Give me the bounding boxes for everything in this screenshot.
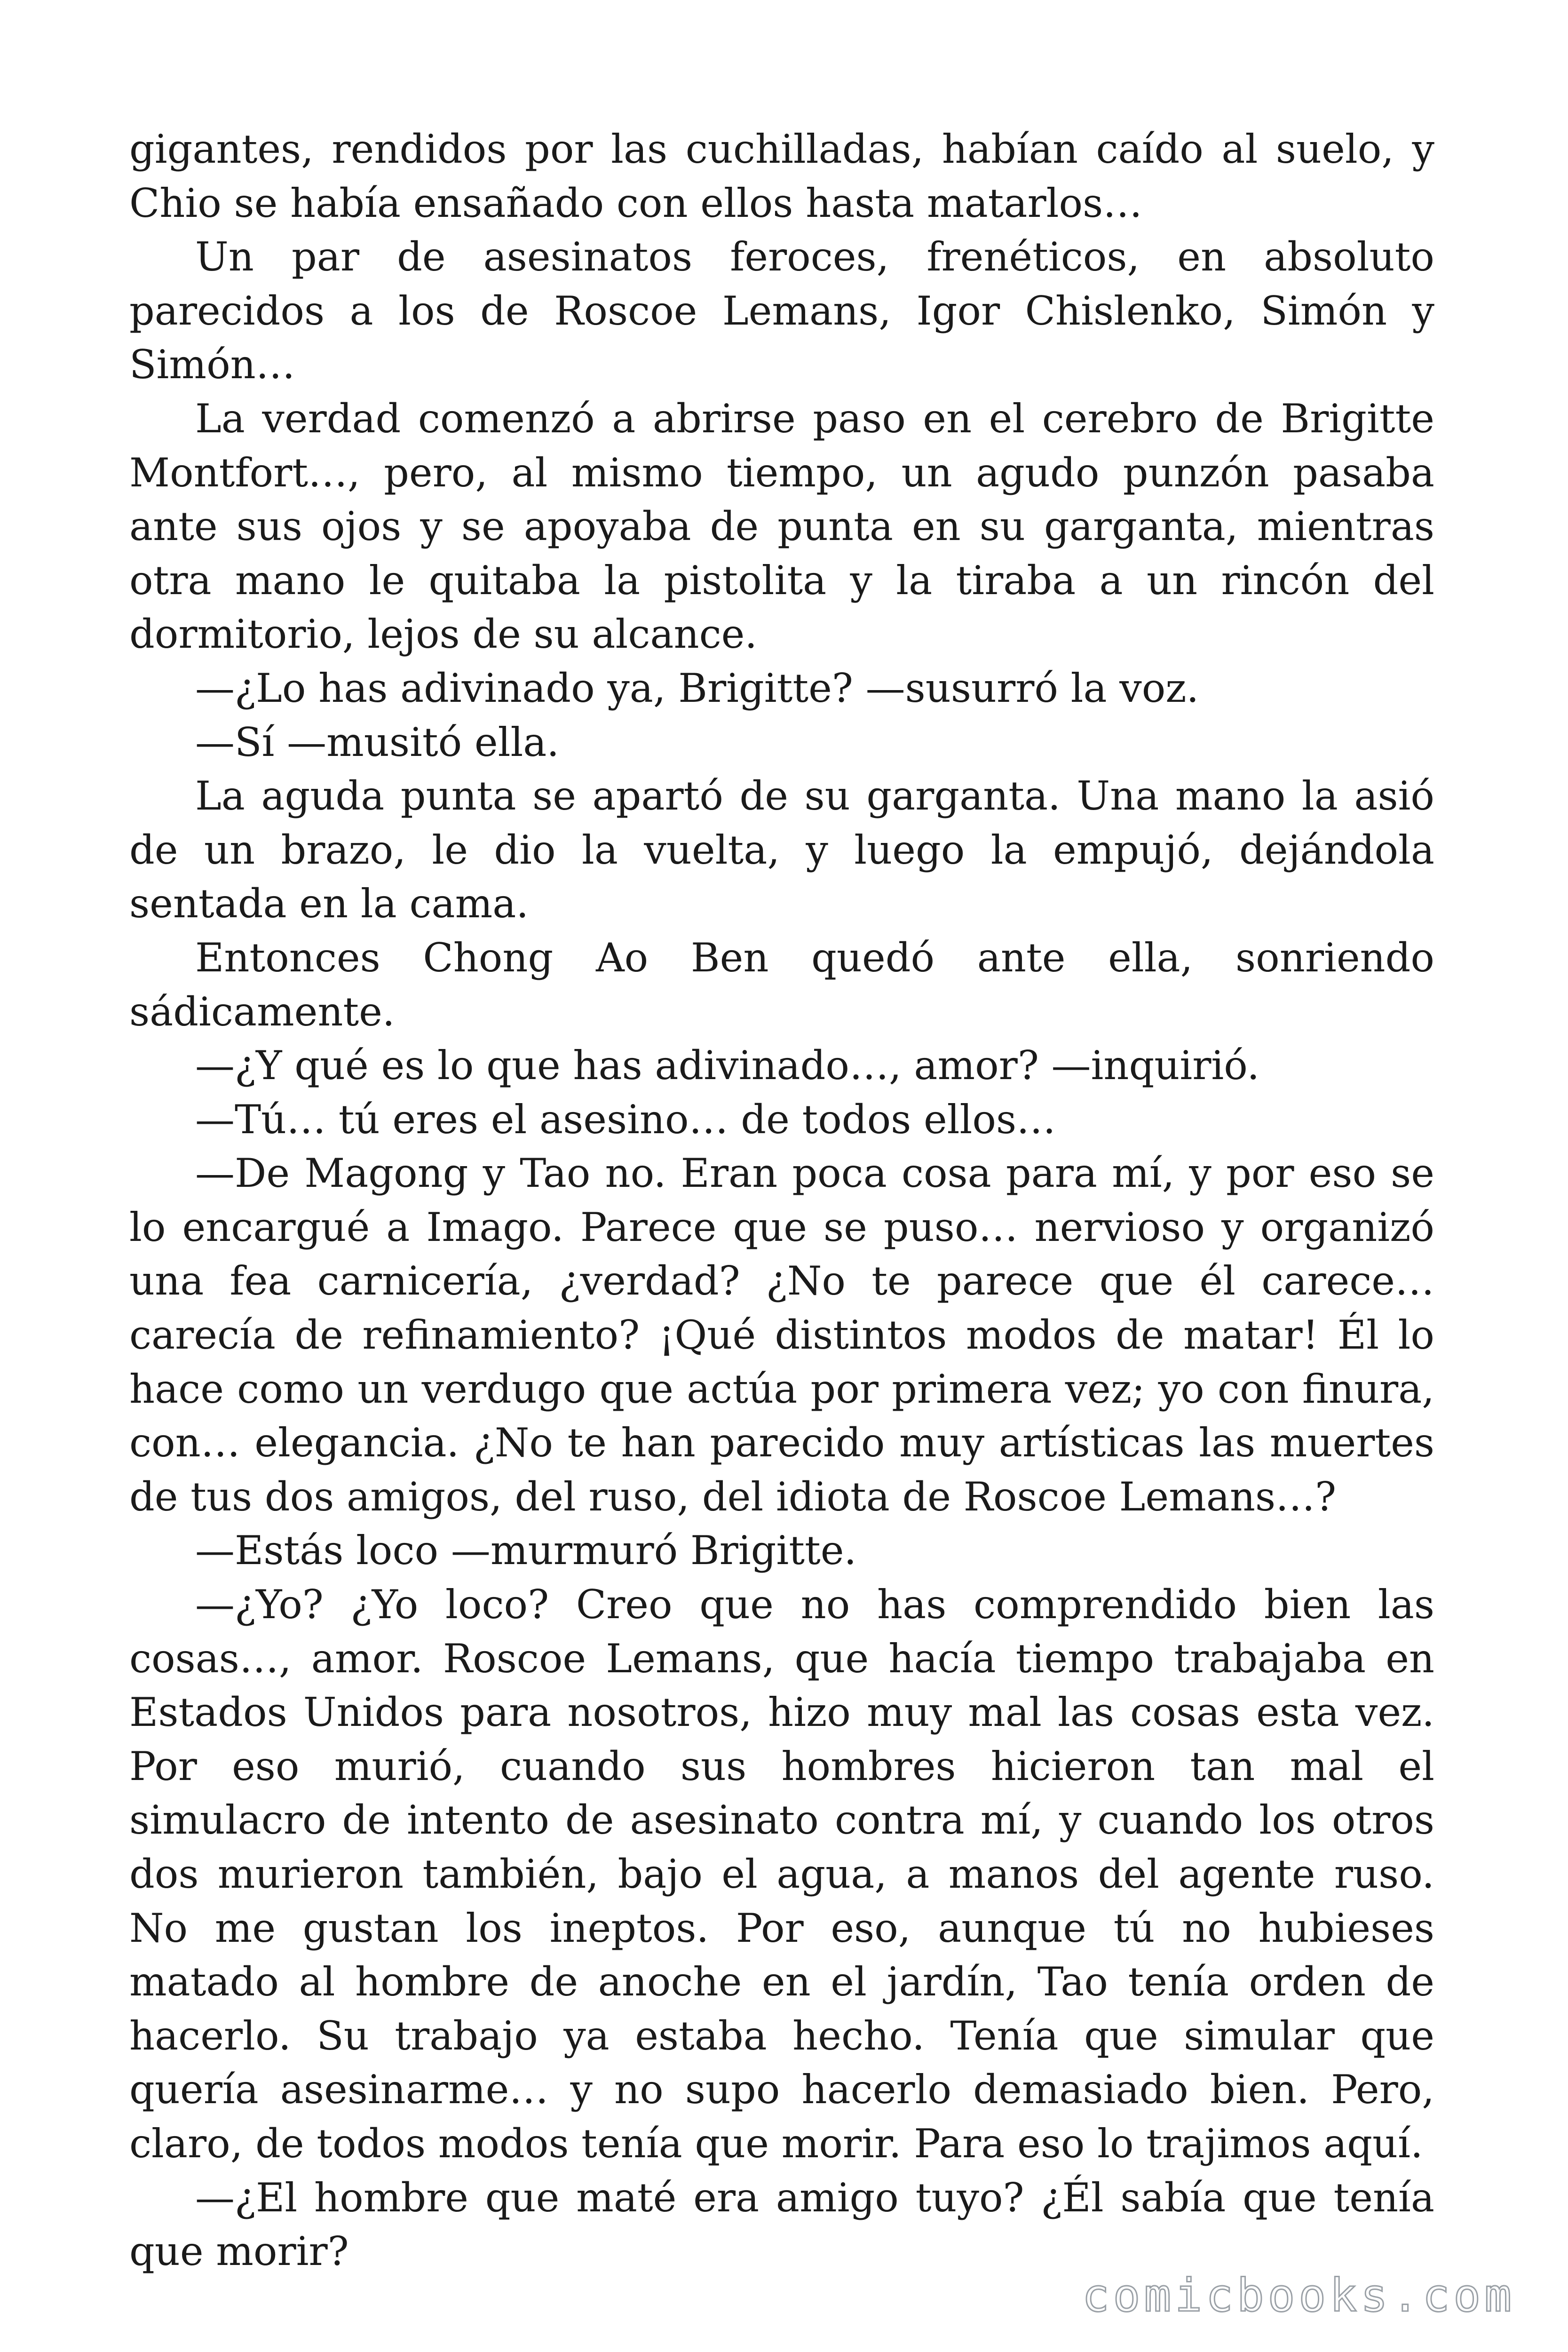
dialogue-line: —Sí —musitó ella.: [195, 719, 560, 765]
dialogue-line: —Estás loco —murmuró Brigitte.: [195, 1527, 857, 1574]
paragraph: La verdad comenzó a abrirse paso en el cerebro de Brigitte Montfort…, pero, al mismo tiempo, un agudo punzón pasaba ante sus ojos y se apoyaba de punta en su garganta, mientras otra mano le quitaba la pistolita y la tiraba a un rincón del dormitorio, lejos de su alcance.: [129, 395, 1434, 658]
watermark: comicbooks.com: [1082, 2269, 1515, 2322]
dialogue-line: —Tú… tú eres el asesino… de todos ellos…: [195, 1096, 1056, 1143]
dialogue-line: —¿Yo? ¿Yo loco? Creo que no has comprendido bien las cosas…, amor. Roscoe Lemans, que hacía tiempo trabajaba en Estados Unidos para nosotros, hizo muy mal las cosas esta vez. Por eso murió, cuando sus hombres hicieron tan mal el simulacro de intento de asesinato contra mí, y cuando los otros dos murieron también, bajo el agua, a manos del agente ruso. No me gustan los ineptos. Por eso, aunque tú no hubieses matado al hombre de anoche en el jardín, Tao tenía orden de hacerlo. Su trabajo ya estaba hecho. Tenía que simular que quería asesinarme… y no supo hacerlo demasiado bien. Pero, claro, de todos modos tenía que morir. Para eso lo trajimos aquí.: [129, 1581, 1434, 2167]
body-text: [129, 122, 1434, 2279]
dialogue-line: —¿Y qué es lo que has adivinado…, amor? —inquirió.: [195, 1042, 1260, 1089]
paragraph: Entonces Chong Ao Ben quedó ante ella, sonriendo sádicamente.: [129, 934, 1434, 1035]
paragraph: gigantes, rendidos por las cuchilladas, habían caído al suelo, y Chio se había ensañado con ellos hasta matarlos…: [129, 126, 1434, 226]
paragraph: Un par de asesinatos feroces, frenéticos, en absoluto parecidos a los de Roscoe Lemans, Igor Chislenko, Simón y Simón…: [129, 234, 1434, 388]
paragraph: La aguda punta se apartó de su garganta. Una mano la asió de un brazo, le dio la vuelta, y luego la empujó, dejándola sentada en la cama.: [129, 773, 1434, 927]
dialogue-line: —De Magong y Tao no. Eran poca cosa para mí, y por eso se lo encargué a Imago. Parece que se puso… nervioso y organizó una fea carnicería, ¿verdad? ¿No te parece que él carece… carecía de refinamiento? ¡Qué distintos modos de matar! Él lo hace como un verdugo que actúa por primera vez; yo con finura, con… elegancia. ¿No te han parecido muy artísticas las muertes de tus dos amigos, del ruso, del idiota de Roscoe Lemans…?: [129, 1150, 1434, 1520]
dialogue-line: —¿El hombre que maté era amigo tuyo? ¿Él sabía que tenía que morir?: [129, 2174, 1434, 2275]
dialogue-line: —¿Lo has adivinado ya, Brigitte? —susurró la voz.: [195, 665, 1199, 711]
